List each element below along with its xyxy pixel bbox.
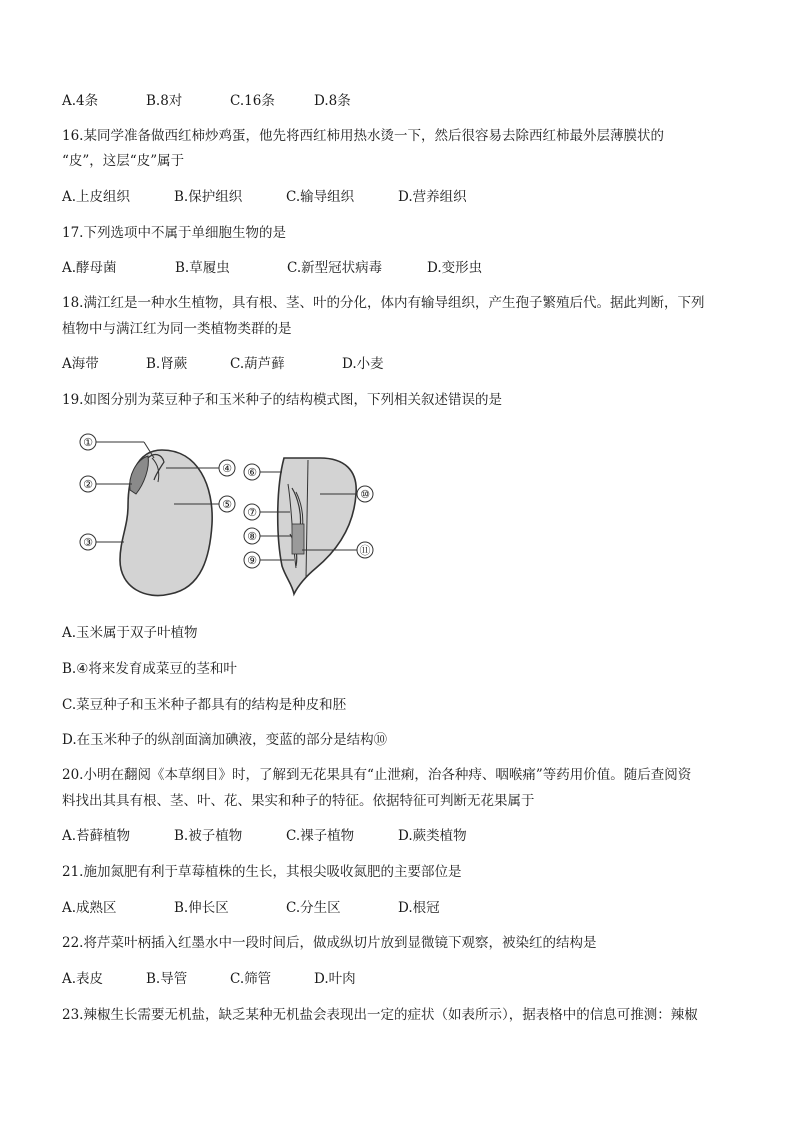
q16-options [62, 188, 467, 206]
q22-option-b[interactable]: B.导管 [146, 971, 188, 987]
q20-stem-line1: 20.小明在翻阅《本草纲目》时，了解到无花果具有“止泄痢，治各种痔、咽喉痛”等药用价值。随后查阅资 [62, 767, 692, 783]
q19-option-a[interactable]: A.玉米属于双子叶植物 [62, 625, 198, 641]
q17-stem: 17.下列选项中不属于单细胞生物的是 [62, 225, 286, 241]
q20-stem-line2: 料找出其具有根、茎、叶、花、果实和种子的特征。依据特征可判断无花果属于 [62, 793, 535, 809]
label-7: ⑦ [247, 506, 257, 519]
label-10: ⑩ [360, 488, 370, 501]
label-11: ⑪ [359, 544, 371, 557]
q17-options [62, 259, 482, 277]
q21-option-c[interactable]: C.分生区 [286, 900, 341, 916]
label-9: ⑨ [247, 554, 257, 567]
q15-option-d[interactable]: D.8条 [314, 93, 351, 109]
q17-option-b[interactable]: B.草履虫 [175, 260, 230, 276]
q18-stem-line1: 18.满江红是一种水生植物，具有根、茎、叶的分化，体内有输导组织，产生孢子繁殖后代。据此判断，下列 [62, 295, 705, 311]
q20-option-d[interactable]: D.蕨类植物 [398, 828, 467, 844]
q18-stem-line2: 植物中与满江红为同一类植物类群的是 [62, 321, 292, 337]
label-8: ⑧ [247, 530, 257, 543]
label-6: ⑥ [247, 466, 257, 479]
q15-option-a[interactable]: A.4条 [62, 93, 99, 109]
q23-stem: 23.辣椒生长需要无机盐，缺乏某种无机盐会表现出一定的症状（如表所示），据表格中的信息可推测：辣椒 [62, 1007, 698, 1023]
label-2: ② [83, 478, 93, 491]
label-1: ① [83, 436, 93, 449]
q15-options [62, 92, 351, 110]
q16-option-a[interactable]: A.上皮组织 [62, 189, 131, 205]
q22-options [62, 970, 356, 988]
q16-option-c[interactable]: C.输导组织 [286, 189, 355, 205]
bean-seed [80, 434, 235, 596]
q21-stem: 21.施加氮肥有利于草莓植株的生长，其根尖吸收氮肥的主要部位是 [62, 864, 462, 880]
q22-option-d[interactable]: D.叶肉 [314, 971, 356, 987]
q16-stem-line2: “皮”，这层“皮”属于 [62, 153, 185, 169]
q17-option-d[interactable]: D.变形虫 [427, 260, 483, 276]
q20-option-c[interactable]: C.裸子植物 [286, 828, 355, 844]
q19-option-d[interactable]: D.在玉米种子的纵剖面滴加碘液，变蓝的部分是结构⑩ [62, 732, 388, 748]
q16-stem-line1: 16.某同学准备做西红柿炒鸡蛋，他先将西红柿用热水烫一下，然后很容易去除西红柿最外层薄膜状的 [62, 128, 664, 144]
q16-option-b[interactable]: B.保护组织 [174, 189, 243, 205]
label-5: ⑤ [222, 498, 232, 511]
q18-option-b[interactable]: B.肾蕨 [146, 356, 188, 372]
seed-structure-diagram [70, 428, 390, 604]
label-4: ④ [222, 462, 232, 475]
corn-seed [244, 458, 373, 594]
q18-option-a[interactable]: A海带 [62, 356, 99, 372]
q20-option-b[interactable]: B.被子植物 [174, 828, 243, 844]
q22-stem: 22.将芹菜叶柄插入红墨水中一段时间后，做成纵切片放到显微镜下观察，被染红的结构是 [62, 935, 597, 951]
q21-option-b[interactable]: B.伸长区 [174, 900, 229, 916]
q19-stem: 19.如图分别为菜豆种子和玉米种子的结构模式图，下列相关叙述错误的是 [62, 392, 502, 408]
q18-option-d[interactable]: D.小麦 [342, 356, 384, 372]
q21-option-a[interactable]: A.成熟区 [62, 900, 117, 916]
q22-option-a[interactable]: A.表皮 [62, 971, 104, 987]
q18-options [62, 355, 384, 373]
q20-option-a[interactable]: A.苔藓植物 [62, 828, 131, 844]
q20-options [62, 827, 467, 845]
q15-option-c[interactable]: C.16条 [230, 93, 275, 109]
q17-option-a[interactable]: A.酵母菌 [62, 260, 117, 276]
q18-option-c[interactable]: C.葫芦藓 [230, 356, 285, 372]
q19-option-b[interactable]: B.④将来发育成菜豆的茎和叶 [62, 661, 237, 677]
q16-option-d[interactable]: D.营养组织 [398, 189, 467, 205]
q21-options [62, 899, 440, 917]
q19-option-c[interactable]: C.菜豆种子和玉米种子都具有的结构是种皮和胚 [62, 697, 347, 713]
q21-option-d[interactable]: D.根冠 [398, 900, 440, 916]
q15-option-b[interactable]: B.8对 [146, 93, 183, 109]
label-3: ③ [83, 536, 93, 549]
q17-option-c[interactable]: C.新型冠状病毒 [287, 260, 383, 276]
q22-option-c[interactable]: C.筛管 [230, 971, 272, 987]
